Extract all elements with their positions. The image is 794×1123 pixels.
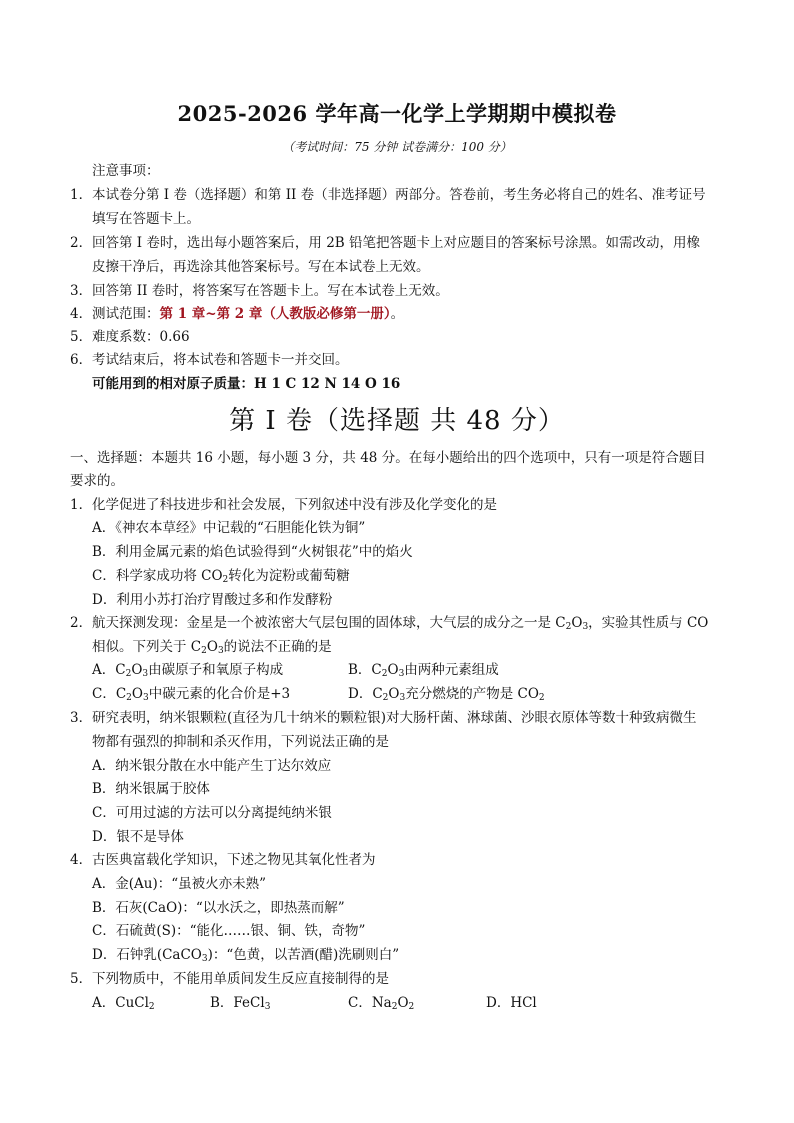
q3-option-a: A．纳米银分散在水中能产生丁达尔效应 bbox=[92, 758, 332, 774]
q3-option-b: B．纳米银属于胶体 bbox=[92, 781, 210, 797]
q4-option-b: B．石灰(CaO)：“以水沃之，即热蒸而解” bbox=[92, 900, 345, 916]
q1-number: 1． bbox=[70, 497, 93, 513]
q4-option-d bbox=[92, 946, 399, 964]
q2-l1-text-2: ，实验其性质与 CO bbox=[588, 615, 709, 631]
q3-option-c: C．可用过滤的方法可以分离提纯纳米银 bbox=[92, 805, 332, 821]
q2-b-text: 由两种元素组成 bbox=[404, 662, 499, 678]
q4-d-text-2: )：“色黄，以苦酒(醋)洗刷则白” bbox=[207, 947, 400, 963]
q2-b-o: O bbox=[387, 662, 399, 678]
q2-option-d bbox=[348, 685, 545, 703]
notice-num-1: 1． bbox=[70, 187, 93, 203]
q2-a-sub-a: 2 bbox=[125, 669, 132, 679]
q2-c-sub-b: 3 bbox=[142, 693, 149, 703]
q1-option-c bbox=[92, 567, 350, 585]
q2-l2-o: O bbox=[206, 639, 218, 655]
part1-intro-line-1: 一、选择题：本题共 16 小题，每小题 3 分，共 48 分。在每小题给出的四个选项中，只有一项是符合题目 bbox=[70, 450, 706, 466]
q5-option-d: D．HCl bbox=[486, 995, 537, 1011]
q2-c-text: 中碳元素的化合价是+3 bbox=[148, 686, 291, 702]
q5-c-sub-a: 2 bbox=[391, 1002, 398, 1012]
q2-option-b bbox=[348, 661, 499, 679]
q2-d-sub-c: 2 bbox=[538, 693, 545, 703]
q2-b-sub-b: 3 bbox=[398, 669, 405, 679]
q2-l2-sub-a: 2 bbox=[201, 646, 207, 656]
scope-chapters: 第 1 章~第 2 章（人教版必修第一册） bbox=[159, 306, 391, 322]
q2-l1-o: O bbox=[571, 615, 583, 631]
q5-b-sub: 3 bbox=[264, 1002, 271, 1012]
q5-c-text: C．Na bbox=[348, 995, 392, 1011]
q2-a-sub-b: 3 bbox=[142, 669, 149, 679]
q5-b-text: B．FeCl bbox=[210, 995, 265, 1011]
scope-label: 测试范围： bbox=[92, 306, 160, 322]
notice-item-6-line-1: 考试结束后，将本试卷和答题卡一并交回。 bbox=[92, 352, 349, 368]
q3-stem-line-2: 物都有强烈的抑制和杀灭作用，下列说法正确的是 bbox=[92, 734, 389, 750]
q3-option-d: D．银不是导体 bbox=[92, 829, 184, 845]
q1-option-d: D．利用小苏打治疗胃酸过多和作发酵粉 bbox=[92, 592, 333, 608]
exam-subtitle: （考试时间：75 分钟 试卷满分：100 分） bbox=[282, 140, 512, 154]
q1-c-sub: 2 bbox=[222, 575, 229, 585]
q2-d-o: O bbox=[388, 686, 400, 702]
q5-a-text: A．CuCl bbox=[92, 995, 149, 1011]
q2-c-label: C．C bbox=[92, 686, 127, 702]
notice-item-3-line-1: 回答第 II 卷时，将答案写在答题卡上。写在本试卷上无效。 bbox=[92, 283, 449, 299]
notice-item-4 bbox=[92, 305, 404, 323]
q1-option-a: A．《神农本草经》中记载的“石胆能化铁为铜” bbox=[92, 520, 366, 536]
q2-number: 2． bbox=[70, 615, 93, 631]
section-title: 第 I 卷（选择题 共 48 分） bbox=[229, 406, 565, 436]
q4-d-sub: 3 bbox=[201, 954, 208, 964]
q3-number: 3． bbox=[70, 710, 93, 726]
q1-c-text-2: 转化为淀粉或葡萄糖 bbox=[228, 568, 350, 584]
q2-stem-line-1 bbox=[92, 614, 708, 632]
q2-l2-text: 相似。下列关于 C bbox=[92, 639, 202, 655]
notice-item-2-line-1: 回答第 I 卷时，选出每小题答案后，用 2B 铅笔把答题卡上对应题目的答案标号涂黑。如需改动，用橡 bbox=[92, 235, 701, 251]
q4-option-c: C．石硫黄(S)：“能化……银、铜、铁，奇物” bbox=[92, 923, 366, 939]
notice-num-5: 5． bbox=[70, 329, 93, 345]
q2-l2-sub-b: 3 bbox=[217, 646, 224, 656]
q2-l1-sub-a: 2 bbox=[565, 622, 572, 632]
part1-intro-line-2: 要求的。 bbox=[70, 473, 124, 489]
q5-option-b bbox=[210, 994, 270, 1012]
q2-a-label: A．C bbox=[92, 662, 126, 678]
q5-c-sub-b: 2 bbox=[408, 1002, 415, 1012]
q4-number: 4． bbox=[70, 852, 93, 868]
q2-l1-text: 航天探测发现：金星是一个被浓密大气层包围的固体球，大气层的成分之一是 C bbox=[92, 615, 566, 631]
atomic-mass-note: 可能用到的相对原子质量：H 1 C 12 N 14 O 16 bbox=[92, 376, 401, 392]
q2-option-a bbox=[92, 661, 283, 679]
notice-item-1-line-2: 填写在答题卡上。 bbox=[92, 211, 200, 227]
q5-number: 5． bbox=[70, 971, 93, 987]
q1-stem: 化学促进了科技进步和社会发展，下列叙述中没有涉及化学变化的是 bbox=[92, 497, 497, 513]
q2-c-sub-a: 2 bbox=[126, 693, 132, 703]
q2-d-sub-a: 2 bbox=[382, 693, 389, 703]
notice-num-2: 2． bbox=[70, 235, 93, 251]
notice-item-2-line-2: 皮擦干净后，再选涂其他答案标号。写在本试卷上无效。 bbox=[92, 259, 430, 275]
q2-a-text: 由碳原子和氧原子构成 bbox=[148, 662, 284, 678]
q2-b-label: B．C bbox=[348, 662, 382, 678]
q4-stem: 古医典富载化学知识，下述之物见其氧化性者为 bbox=[92, 852, 376, 868]
notice-num-6: 6． bbox=[70, 352, 93, 368]
q3-stem-line-1: 研究表明，纳米银颗粒(直径为几十纳米的颗粒银)对大肠杆菌、淋球菌、沙眼衣原体等数十种致病微生 bbox=[92, 710, 697, 726]
q5-a-sub: 2 bbox=[148, 1002, 155, 1012]
q2-c-o: O bbox=[131, 686, 143, 702]
q2-b-sub-a: 2 bbox=[381, 669, 388, 679]
q2-a-o: O bbox=[131, 662, 143, 678]
q5-stem: 下列物质中，不能用单质间发生反应直接制得的是 bbox=[92, 971, 389, 987]
q5-option-a bbox=[92, 994, 155, 1012]
q2-l1-sub-b: 3 bbox=[582, 622, 589, 632]
notice-heading: 注意事项： bbox=[92, 163, 160, 179]
q2-d-sub-b: 3 bbox=[399, 693, 406, 703]
exam-title: 2025-2026 学年高一化学上学期期中模拟卷 bbox=[177, 101, 617, 126]
notice-num-3: 3． bbox=[70, 283, 93, 299]
q4-d-formula: CaCO bbox=[162, 947, 202, 963]
q2-d-text: 充分燃烧的产物是 CO bbox=[405, 686, 539, 702]
notice-item-1-line-1: 本试卷分第 I 卷（选择题）和第 II 卷（非选择题）两部分。答卷前，考生务必将自己的姓名、准考证号 bbox=[92, 187, 706, 203]
q4-option-a: A．金(Au)：“虽被火亦未熟” bbox=[92, 876, 267, 892]
q2-d-label: D．C bbox=[348, 686, 383, 702]
q2-l2-text-2: 的说法不正确的是 bbox=[223, 639, 332, 655]
notice-item-5-line-1: 难度系数：0.66 bbox=[92, 329, 190, 345]
q2-option-c bbox=[92, 685, 290, 703]
scope-suffix: 。 bbox=[390, 306, 405, 322]
notice-num-4: 4． bbox=[70, 306, 93, 322]
q5-c-o: O bbox=[397, 995, 409, 1011]
q2-stem-line-2 bbox=[92, 638, 332, 656]
q1-option-b: B．利用金属元素的焰色试验得到“火树银花”中的焰火 bbox=[92, 544, 413, 560]
q4-d-text: D．石钟乳( bbox=[92, 947, 163, 963]
q1-c-text: C．科学家成功将 CO bbox=[92, 568, 223, 584]
q5-option-c bbox=[348, 994, 414, 1012]
